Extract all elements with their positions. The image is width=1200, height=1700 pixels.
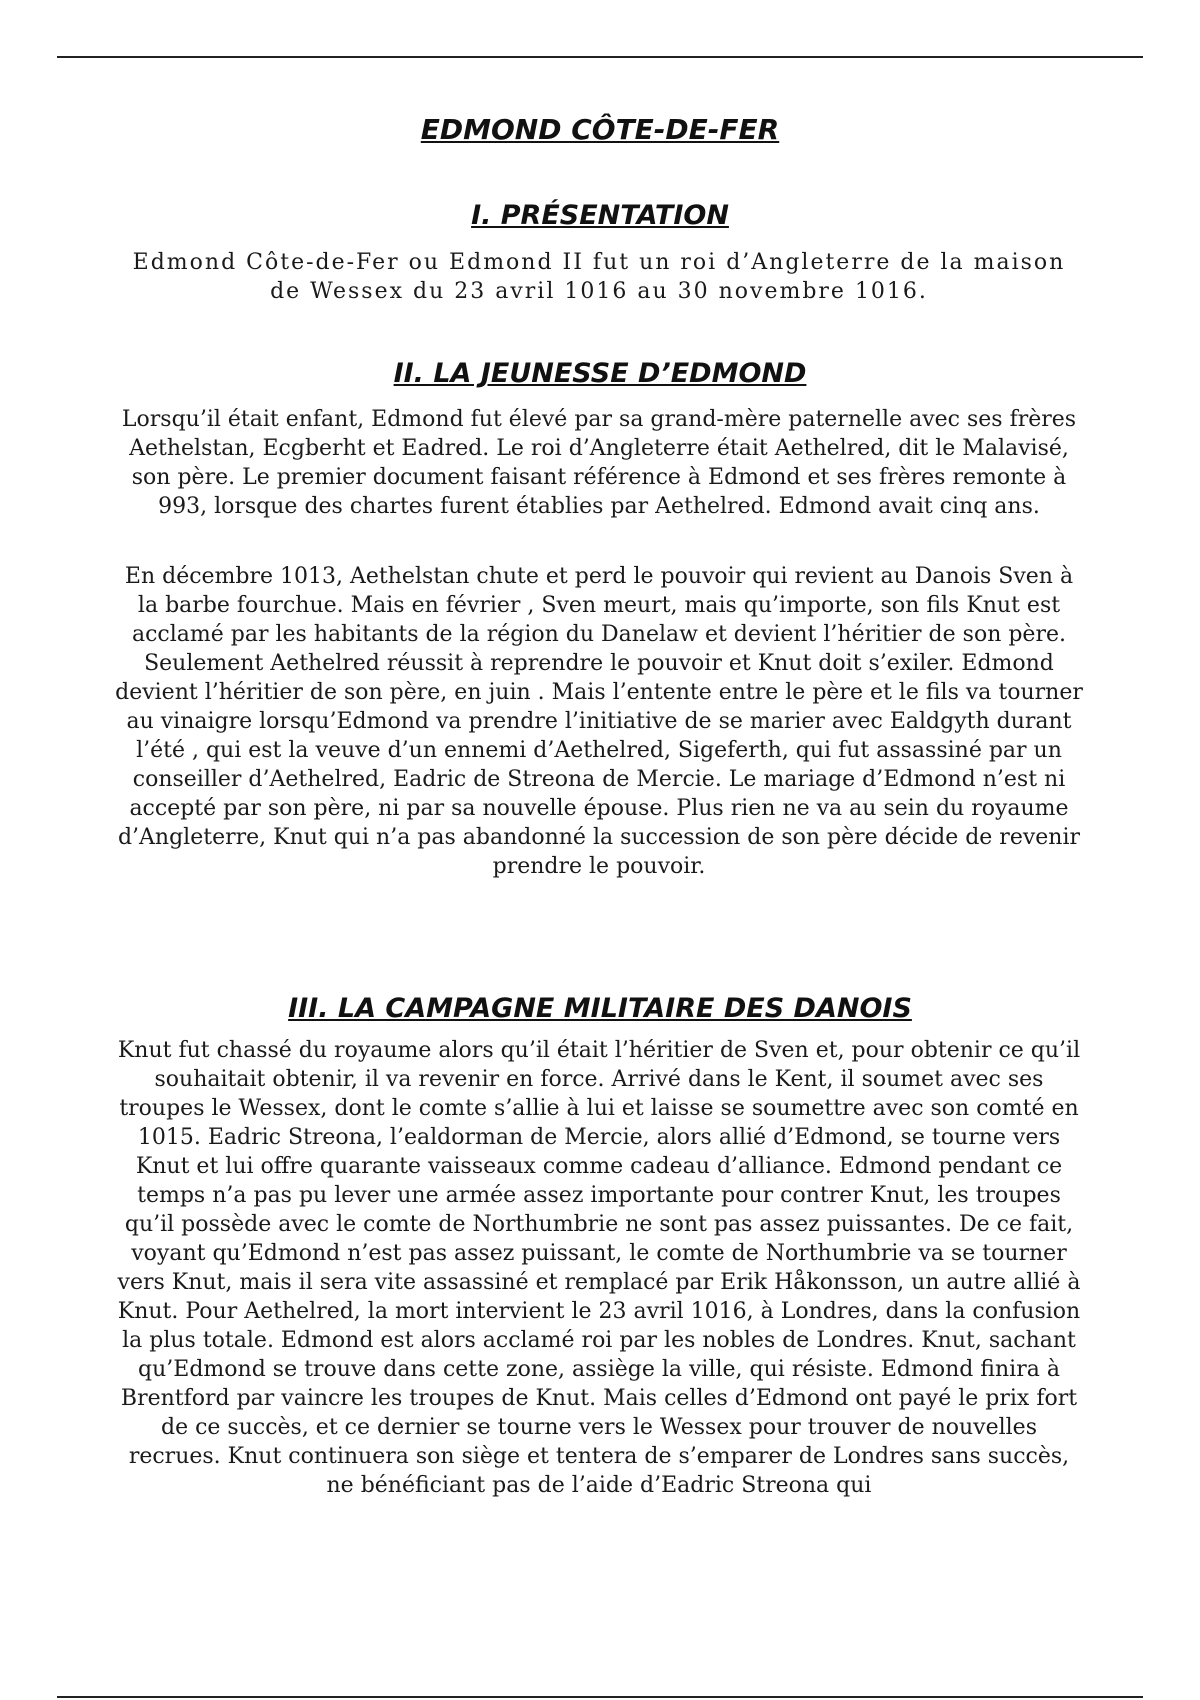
section-heading-campagne: III. LA CAMPAGNE MILITAIRE DES DANOIS	[288, 993, 912, 1024]
document-title: EDMOND CÔTE-DE-FER	[420, 113, 780, 146]
section-heading-jeunesse: II. LA JEUNESSE D’EDMOND	[393, 358, 807, 389]
paragraph-jeunesse-1: Lorsqu’il était enfant, Edmond fut élevé par sa grand-mère paternelle avec ses frères Aethelstan, Ecgberht et Eadred. Le roi d’Angleterre était Aethelred, dit le Malavisé, son père. Le premier document faisant référence à Edmond et ses frères remonte à 993, lorsque des chartes furent établies par Aethelred. Edmond avait cinq ans.	[121, 407, 1077, 519]
section-heading-presentation: I. PRÉSENTATION	[471, 200, 729, 231]
header-rule	[57, 56, 1143, 58]
footer-rule	[57, 1696, 1143, 1698]
paragraph-presentation: Edmond Côte-de-Fer ou Edmond II fut un roi d’Angleterre de la maison de Wessex du 23 avril 1016 au 30 novembre 1016.	[132, 250, 1066, 304]
paragraph-campagne: Knut fut chassé du royaume alors qu’il était l’héritier de Sven et, pour obtenir ce qu’il souhaitait obtenir, il va revenir en force. Arrivé dans le Kent, il soumet avec ses troupes le Wessex, dont le comte s’allie à lui et laisse se soumettre avec son comté en 1015. Eadric Streona, l’ealdorman de Mercie, alors allié d’Edmond, se tourne vers Knut et lui offre quarante vaisseaux comme cadeau d’alliance. Edmond pendant ce temps n’a pas pu lever une armée assez importante pour contrer Knut, les troupes qu’il possède avec le comte de Northumbrie ne sont pas assez puissantes. De ce fait, voyant qu’Edmond n’est pas assez puissant, le comte de Northumbrie va se tourner vers Knut, mais il sera vite assassiné et remplacé par Erik Håkonsson, un autre allié à Knut. Pour Aethelred, la mort intervient le 23 avril 1016, à Londres, dans la confusion la plus totale. Edmond est alors acclamé roi par les nobles de Londres. Knut, sachant qu’Edmond se trouve dans cette zone, assiège la ville, qui résiste. Edmond finira à Brentford par vaincre les troupes de Knut. Mais celles d’Edmond ont payé le prix fort de ce succès, et ce dernier se tourne vers le Wessex pour trouver de nouvelles recrues. Knut continuera son siège et tentera de s’emparer de Londres sans succès, ne bénéficiant pas de l’aide d’Eadric Streona qui	[117, 1038, 1081, 1498]
paragraph-jeunesse-2: En décembre 1013, Aethelstan chute et perd le pouvoir qui revient au Danois Sven à la barbe fourchue. Mais en février , Sven meurt, mais qu’importe, son fils Knut est acclamé par les habitants de la région du Danelaw et devient l’héritier de son père. Seulement Aethelred réussit à reprendre le pouvoir et Knut doit s’exiler. Edmond devient l’héritier de son père, en juin . Mais l’entente entre le père et le fils va tourner au vinaigre lorsqu’Edmond va prendre l’initiative de se marier avec Ealdgyth durant l’été , qui est la veuve d’un ennemi d’Aethelred, Sigeferth, qui fut assassiné par un conseiller d’Aethelred, Eadric de Streona de Mercie. Le mariage d’Edmond n’est ni accepté par son père, ni par sa nouvelle épouse. Plus rien ne va au sein du royaume d’Angleterre, Knut qui n’a pas abandonné la succession de son père décide de revenir prendre le pouvoir.	[115, 564, 1083, 879]
